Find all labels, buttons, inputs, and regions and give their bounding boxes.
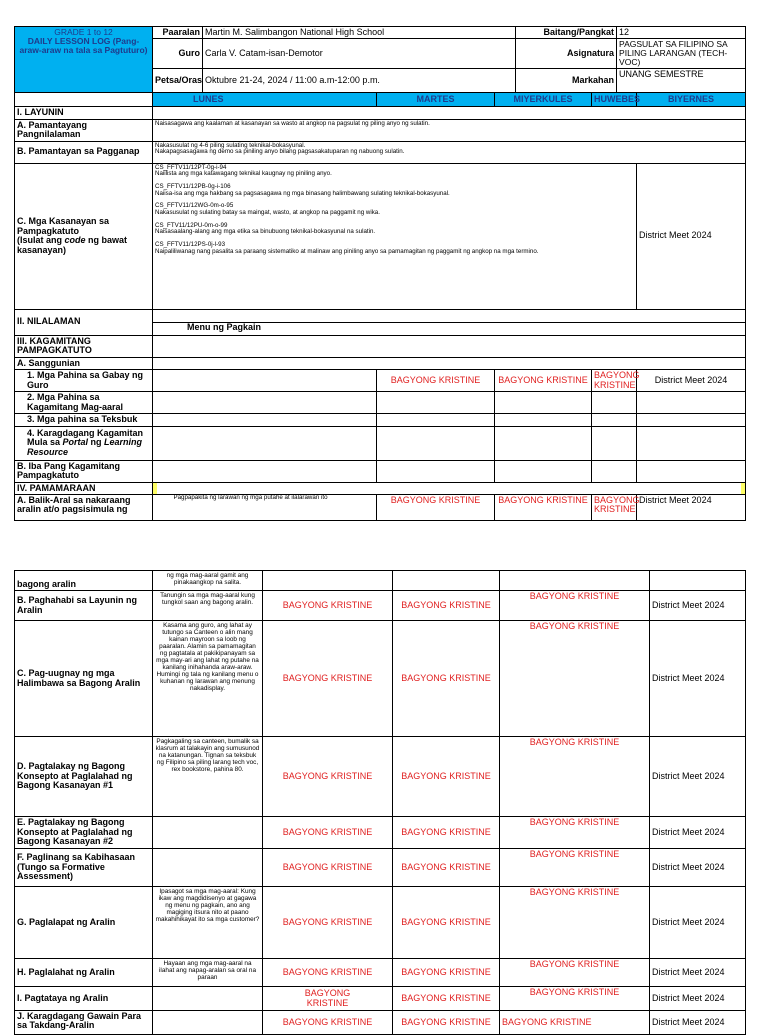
paghahabi-miyerkules: BAGYONG KRISTINE bbox=[393, 591, 500, 621]
paghahabi-biyernes: District Meet 2024 bbox=[650, 591, 746, 621]
pagtalakay2-label: E. Pagtalakay ng Bagong Konsepto at Paglalahad ng Bagong Kasanayan #2 bbox=[15, 817, 153, 849]
empty-cell bbox=[153, 849, 263, 887]
paglalapat-huwebes: BAGYONG KRISTINE bbox=[500, 887, 650, 959]
kasanayan-text: Naipaliliwanag nang pasalita sa paraang sistematiko at malinaw ang piniling anyo sa pamamagitan ng paggamit ng angkop na mga termino. bbox=[155, 247, 539, 255]
pagtataya-martes: BAGYONG KRISTINE bbox=[263, 987, 393, 1011]
markahan-label: Markahan bbox=[516, 69, 617, 93]
day-lunes: LUNES bbox=[153, 93, 377, 107]
karagdagang-kagamitan-label bbox=[15, 426, 153, 460]
empty-cell bbox=[637, 414, 746, 426]
gabay-huwebes: BAGYONG KRISTINE bbox=[592, 370, 637, 392]
paglalapat-miyerkules: BAGYONG KRISTINE bbox=[393, 887, 500, 959]
empty-cell bbox=[495, 392, 592, 414]
kagamitang-blank bbox=[153, 335, 746, 357]
day-biyernes: BIYERNES bbox=[637, 93, 746, 107]
karagdagang-gawain-martes: BAGYONG KRISTINE bbox=[263, 1011, 393, 1035]
paaralan-value: Martin M. Salimbangon National High School bbox=[203, 27, 516, 39]
empty-cell bbox=[500, 571, 650, 591]
pagtalakay2-huwebes: BAGYONG KRISTINE bbox=[500, 817, 650, 849]
sanggunian-blank bbox=[153, 357, 746, 369]
balik-aral-martes: BAGYONG KRISTINE bbox=[377, 494, 495, 520]
section-pamamaraan: IV. PAMAMARAAN bbox=[15, 482, 153, 494]
balik-aral-label: A. Balik-Aral sa nakaraang aralin at/o pagsisimula ng bbox=[15, 494, 153, 520]
pagtalakay2-martes: BAGYONG KRISTINE bbox=[263, 817, 393, 849]
pagtalakay1-miyerkules: BAGYONG KRISTINE bbox=[393, 737, 500, 817]
empty-cell bbox=[592, 460, 637, 482]
paglinang-label: F. Paglinang sa Kabihasaan (Tungo sa Formative Assessment) bbox=[15, 849, 153, 887]
dll-header-table bbox=[14, 26, 746, 521]
empty-cell bbox=[637, 392, 746, 414]
balik-aral-huwebes: BAGYONG KRISTINE bbox=[592, 494, 637, 520]
karagdagang-gawain-biyernes: District Meet 2024 bbox=[650, 1011, 746, 1035]
pagganap-text-2: Nakapagsasagawa ng demo sa piniling anyo bilang pagsasakatuparan ng nabuong sulatin. bbox=[155, 148, 405, 156]
pagtalakay2-biyernes: District Meet 2024 bbox=[650, 817, 746, 849]
guro-value: Carla V. Catam-isan-Demotor bbox=[203, 39, 516, 69]
pagtalakay1-martes: BAGYONG KRISTINE bbox=[263, 737, 393, 817]
balik-aral-text: Pagpapakita ng larawan ng mga putahe at ilalarawan ito bbox=[153, 494, 377, 520]
pagtalakay1-text: Pagkagaling sa canteen, bumalik sa klasrum at talakayin ang sumusunod na katanungan. Tignan sa teksbuk ng Filipino sa piling larang tech voc, rex bookstore, pahina 80. bbox=[153, 737, 263, 817]
empty-cell bbox=[153, 414, 377, 426]
pag-uugnay-biyernes: District Meet 2024 bbox=[650, 621, 746, 737]
empty-cell bbox=[637, 426, 746, 460]
days-header-blank bbox=[15, 93, 153, 107]
karagdagang-gawain-label: J. Karagdagang Gawain Para sa Takdang-Aralin bbox=[15, 1011, 153, 1035]
empty-cell bbox=[650, 571, 746, 591]
markahan-value: UNANG SEMESTRE bbox=[617, 69, 746, 93]
paghahabi-huwebes: BAGYONG KRISTINE bbox=[500, 591, 650, 621]
kagamitang-mag-aaral-label: 2. Mga Pahina sa Kagamitang Mag-aaral bbox=[15, 392, 153, 414]
karagdagang-label-part: ng bbox=[88, 437, 105, 448]
paglalapat-martes: BAGYONG KRISTINE bbox=[263, 887, 393, 959]
pagtataya-biyernes: District Meet 2024 bbox=[650, 987, 746, 1011]
kasanayan-code: CS_FFTV11/12PT-0g-i-94 bbox=[155, 163, 227, 171]
kasanayan-code: CS_FFTV11/12WG-0m-o-95 bbox=[155, 202, 234, 210]
pamamaraan-blank bbox=[153, 482, 746, 494]
pagtataya-miyerkules: BAGYONG KRISTINE bbox=[393, 987, 500, 1011]
kasanayan-text: Naiilista ang mga katawagang teknikal kaugnay ng piniling anyo. bbox=[155, 170, 332, 178]
pag-uugnay-huwebes: BAGYONG KRISTINE bbox=[500, 621, 650, 737]
paglalahat-biyernes: District Meet 2024 bbox=[650, 959, 746, 987]
dll-title: DAILY LESSON LOG (Pang-araw-araw na tala sa Pagtuturo) bbox=[19, 35, 148, 55]
empty-cell bbox=[153, 392, 377, 414]
gabay-label: 1. Mga Pahina sa Gabay ng Guro bbox=[15, 370, 153, 392]
section-kagamitang: III. KAGAMITANG PAMPAGKATUTO bbox=[15, 335, 153, 357]
grade-line: GRADE 1 to 12 bbox=[54, 27, 113, 37]
asignatura-value: PAGSULAT SA FILIPINO SA PILING LARANGAN (TECH-VOC) bbox=[617, 39, 746, 69]
baitang-label: Baitang/Pangkat bbox=[516, 27, 617, 39]
karagdagang-gawain-huwebes: BAGYONG KRISTINE bbox=[500, 1011, 650, 1035]
empty-cell bbox=[153, 460, 377, 482]
empty-cell bbox=[592, 414, 637, 426]
kasanayan-text: Naiisa-isa ang mga hakbang sa pagsasagawa ng mga binasang halimbawang sulating teknikal-bokasyunal. bbox=[155, 189, 450, 197]
kasanayan-label: C. Mga Kasanayan sa Pampagkatuto (Isulat ang code ng bawat kasanayan) bbox=[15, 163, 153, 309]
sanggunian-label: A. Sanggunian bbox=[15, 357, 153, 369]
paglalahat-miyerkules: BAGYONG KRISTINE bbox=[393, 959, 500, 987]
balik-aral-biyernes: District Meet 2024 bbox=[637, 494, 746, 520]
balik-aral-cont: ng mga mag-aaral gamit ang pinakaangkop na salita. bbox=[153, 571, 263, 591]
portal-word: Portal bbox=[62, 437, 89, 448]
empty-cell bbox=[637, 460, 746, 482]
empty-cell bbox=[495, 426, 592, 460]
nilalaman-cell bbox=[153, 309, 746, 335]
baitang-value: 12 bbox=[617, 27, 746, 39]
kasanayan-code: CS_FFTV11/12PS-0j-l-93 bbox=[155, 241, 226, 249]
paaralan-label: Paaralan bbox=[153, 27, 203, 39]
kasanayan-item bbox=[155, 203, 634, 216]
bagong-aralin-label: bagong aralin bbox=[15, 571, 153, 591]
empty-cell bbox=[495, 460, 592, 482]
pagtalakay1-biyernes: District Meet 2024 bbox=[650, 737, 746, 817]
petsa-label: Petsa/Oras bbox=[153, 69, 203, 93]
petsa-value: Oktubre 21-24, 2024 / 11:00 a.m-12:00 p.m. bbox=[203, 69, 516, 93]
pag-uugnay-martes: BAGYONG KRISTINE bbox=[263, 621, 393, 737]
pag-uugnay-miyerkules: BAGYONG KRISTINE bbox=[393, 621, 500, 737]
pamantayang-text: Naisasagawa ang kaalaman at kasanayan sa wasto at angkop na pagsulat ng piling anyo ng sulatin. bbox=[153, 119, 746, 141]
paglalahat-label: H. Paglalahat ng Aralin bbox=[15, 959, 153, 987]
pagganap-cell bbox=[153, 141, 746, 163]
paglalahat-martes: BAGYONG KRISTINE bbox=[263, 959, 393, 987]
pagganap-label: B. Pamantayan sa Pagganap bbox=[15, 141, 153, 163]
guro-label: Guro bbox=[153, 39, 203, 69]
pagtataya-huwebes: BAGYONG KRISTINE bbox=[500, 987, 650, 1011]
dll-continued-table bbox=[14, 570, 746, 1035]
pagtataya-label: I. Pagtataya ng Aralin bbox=[15, 987, 153, 1011]
karagdagang-label-part: 4. Karagdagang Kagamitan Mula sa bbox=[27, 427, 144, 448]
empty-cell bbox=[393, 571, 500, 591]
empty-cell bbox=[153, 987, 263, 1011]
paglalapat-biyernes: District Meet 2024 bbox=[650, 887, 746, 959]
empty-cell bbox=[153, 426, 377, 460]
balik-aral-miyerkules: BAGYONG KRISTINE bbox=[495, 494, 592, 520]
kasanayan-list bbox=[153, 163, 637, 309]
pagtalakay2-miyerkules: BAGYONG KRISTINE bbox=[393, 817, 500, 849]
empty-cell bbox=[377, 460, 495, 482]
layunin-blank bbox=[153, 107, 746, 119]
empty-cell bbox=[592, 426, 637, 460]
paghahabi-martes: BAGYONG KRISTINE bbox=[263, 591, 393, 621]
section-nilalaman: II. NILALAMAN bbox=[15, 309, 153, 335]
paglalahat-text: Hayaan ang mga mag-aaral na ilahat ang napag-aralan sa oral na paraan bbox=[153, 959, 263, 987]
empty-cell bbox=[377, 392, 495, 414]
empty-cell bbox=[592, 392, 637, 414]
karagdagang-gawain-miyerkules: BAGYONG KRISTINE bbox=[393, 1011, 500, 1035]
kasanayan-item bbox=[155, 184, 634, 197]
learning-resource-word: Learning Resource bbox=[27, 437, 143, 457]
nilalaman-value: Menu ng Pagkain bbox=[187, 322, 262, 333]
gabay-martes: BAGYONG KRISTINE bbox=[377, 370, 495, 392]
gabay-biyernes: District Meet 2024 bbox=[637, 370, 746, 392]
kasanayan-text: Naisasaalang-alang ang mga etika sa binubuong teknikal-bokasyunal na sulatin. bbox=[155, 228, 376, 236]
paglinang-huwebes: BAGYONG KRISTINE bbox=[500, 849, 650, 887]
paghahabi-text: Tanungin sa mga mag-aaral kung tungkol saan ang bagong aralin. bbox=[153, 591, 263, 621]
empty-cell bbox=[153, 1011, 263, 1035]
pag-uugnay-label: C. Pag-uugnay ng mga Halimbawa sa Bagong Aralin bbox=[15, 621, 153, 737]
empty-cell bbox=[495, 414, 592, 426]
kasanayan-item bbox=[155, 242, 634, 255]
day-huwebes: HUWEBES bbox=[592, 93, 637, 107]
iba-pang-label: B. Iba Pang Kagamitang Pampagkatuto bbox=[15, 460, 153, 482]
pagtalakay1-label: D. Pagtalakay ng Bagong Konsepto at Paglalahad ng Bagong Kasanayan #1 bbox=[15, 737, 153, 817]
empty-cell bbox=[377, 426, 495, 460]
empty-cell bbox=[263, 571, 393, 591]
day-miyerkules: MIYERKULES bbox=[495, 93, 592, 107]
paglinang-martes: BAGYONG KRISTINE bbox=[263, 849, 393, 887]
section-layunin: I. LAYUNIN bbox=[15, 107, 153, 119]
pamantayang-label: A. Pamantayang Pangnilalaman bbox=[15, 119, 153, 141]
teksbuk-label: 3. Mga pahina sa Teksbuk bbox=[15, 414, 153, 426]
dll-title-cell bbox=[15, 27, 153, 93]
kasanayan-item bbox=[155, 223, 634, 236]
pagganap-text-1: Nakasusulat ng 4-6 piling sulating teknikal-bokasyunal. bbox=[155, 141, 306, 149]
day-martes: MARTES bbox=[377, 93, 495, 107]
empty-cell bbox=[153, 817, 263, 849]
gabay-miyerkules: BAGYONG KRISTINE bbox=[495, 370, 592, 392]
pag-uugnay-text: Kasama ang guro, ang lahat ay tutungo sa Canteen o alin mang kainan mayroon sa loob ng paaralan. Alamin sa pamamagitan ng pagtatala at pakikipanayam sa mga may-ari ang lahat ng putahe na kanilang inihahanda araw-araw. Humingi ng tala ng kanilang menu o kuhanan ng larawan ang menung nakadisplay. bbox=[153, 621, 263, 737]
paglalapat-label: G. Paglalapat ng Aralin bbox=[15, 887, 153, 959]
paghahabi-label: B. Paghahabi sa Layunin ng Aralin bbox=[15, 591, 153, 621]
kasanayan-item bbox=[155, 165, 634, 178]
pagtalakay1-huwebes: BAGYONG KRISTINE bbox=[500, 737, 650, 817]
paglalahat-huwebes: BAGYONG KRISTINE bbox=[500, 959, 650, 987]
asignatura-label: Asignatura bbox=[516, 39, 617, 69]
paglinang-miyerkules: BAGYONG KRISTINE bbox=[393, 849, 500, 887]
paglinang-biyernes: District Meet 2024 bbox=[650, 849, 746, 887]
kasanayan-code: CS_FFTV11/12PB-0g-i-106 bbox=[155, 183, 231, 191]
kasanayan-biyernes: District Meet 2024 bbox=[637, 163, 746, 309]
paglalapat-text: Ipasagot sa mga mag-aaral: Kung ikaw ang magdidisenyo at gagawa ng menu ng pagkain, ano ang magiging itsura nito at paano makahihikayat ito sa mga customer? bbox=[153, 887, 263, 959]
kasanayan-code: CS_FTV11/12PU-0m-o-99 bbox=[155, 221, 228, 229]
empty-cell bbox=[377, 414, 495, 426]
gabay-lunes bbox=[153, 370, 377, 392]
kasanayan-text: Nakasusulat ng sulating batay sa maingat, wasto, at angkop na paggamit ng wika. bbox=[155, 209, 380, 217]
